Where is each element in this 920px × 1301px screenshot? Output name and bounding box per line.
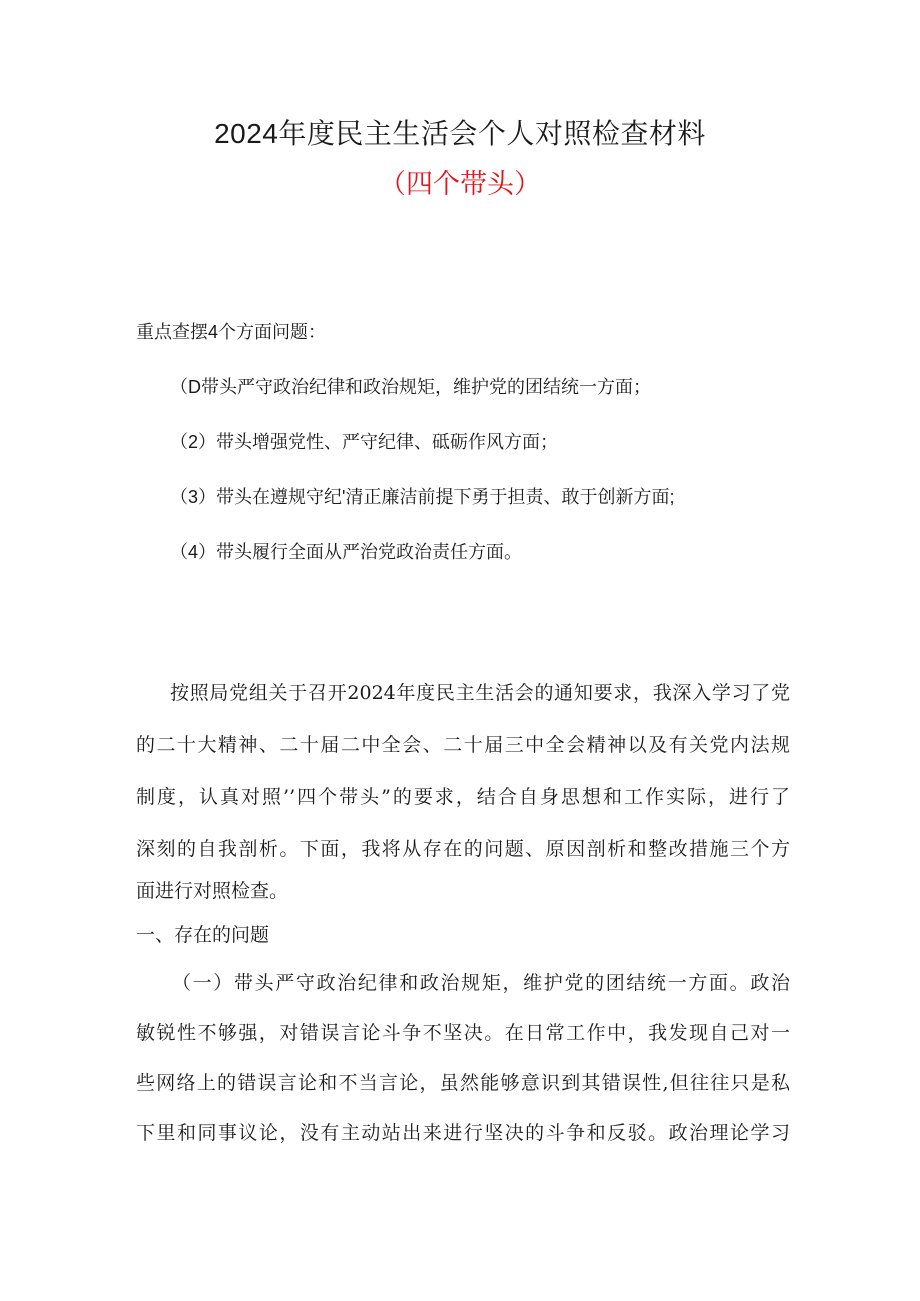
focus-item: （D带头严守政治纪律和政治规矩，维护党的团结统一方面； (170, 377, 651, 397)
intro-line: 按照局党组关于召开2024年度民主生活会的通知要求，我深入学习了党 (170, 682, 790, 704)
paragraph-line: 敏锐性不够强，对错误言论斗争不坚决。在日常工作中，我发现自己对一 (136, 1022, 790, 1044)
paragraph-line: 下里和同事议论，没有主动站出来进行坚决的斗争和反驳。政治理论学习 (136, 1122, 790, 1144)
focus-item: （4）带头履行全面从严治党政治责任方面。 (170, 542, 523, 562)
section-heading: 一、存在的问题 (136, 924, 270, 946)
intro-line: 深刻的自我剖析。下面，我将从存在的问题、原因剖析和整改措施三个方 (136, 838, 790, 860)
intro-line: 的二十大精神、二十届二中全会、二十届三中全会精神以及有关党内法规 (136, 734, 790, 756)
focus-heading: 重点查摆4个方面问题： (136, 322, 327, 342)
focus-item: （2）带头增强党性、严守纪律、砥砺作风方面； (170, 432, 559, 452)
document-title: 2024年度民主生活会个人对照检查材料 (214, 118, 706, 149)
intro-line: 面进行对照检查。 (136, 880, 289, 902)
focus-item: （3）带头在遵规守纪'清正廉洁前提下勇于担责、敢于创新方面; (170, 487, 675, 507)
paragraph-line: （一）带头严守政治纪律和政治规矩，维护党的团结统一方面。政治 (172, 972, 790, 994)
document-subtitle: （四个带头） (379, 169, 541, 199)
paragraph-line: 些网络上的错误言论和不当言论，虽然能够意识到其错误性,但往往只是私 (136, 1072, 790, 1094)
intro-line: 制度，认真对照’’四个带头”的要求，结合自身思想和工作实际，进行了 (136, 786, 790, 808)
